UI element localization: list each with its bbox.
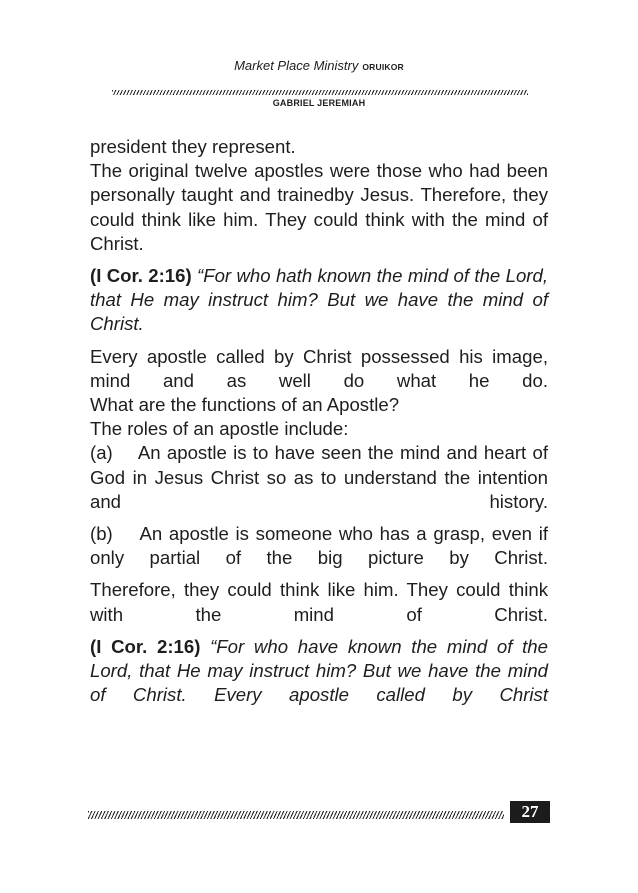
paragraph-every-apostle: Every apostle called by Christ possessed his image, mind and as well do what he do. <box>90 345 548 391</box>
paragraph-roles-intro: The roles of an apostle include: <box>90 418 349 440</box>
page-body <box>90 135 548 707</box>
scripture-quote-1 <box>90 264 548 337</box>
paragraph-functions-question: What are the functions of an Apostle? <box>90 394 400 416</box>
list-item-a-label: (a) <box>90 442 113 464</box>
book-title: Market Place Ministry <box>234 58 359 73</box>
author-name: GABRIEL JEREMIAH <box>272 98 366 108</box>
text-line-continuation: president they represent. <box>90 136 296 157</box>
list-item-b <box>90 522 548 570</box>
footer-hatch-rule <box>88 811 504 819</box>
scripture-quote-2 <box>90 635 548 708</box>
book-title-suffix: ORUIKOR <box>362 62 404 72</box>
scripture-text-1: “For who hath known the mind of the Lord, that He may instruct him? But we have the mind of Christ. <box>90 265 548 335</box>
list-item-b-label: (b) <box>90 523 113 545</box>
list-item-b-text: An apostle is someone who has a grasp, even if only partial of the big picture by Christ. <box>90 523 548 569</box>
running-header <box>0 58 638 73</box>
scripture-reference-1: (I Cor. 2:16) <box>90 265 192 287</box>
header-hatch-rule <box>112 90 528 95</box>
paragraph-therefore: Therefore, they could think like him. They could think with the mind of Christ. <box>90 579 548 625</box>
paragraph-apostles: The original twelve apostles were those who had been personally taught and trainedby Jesus. Therefore, they could think like him. They could think with the mind of Christ. <box>90 160 548 254</box>
page-number: 27 <box>510 801 550 823</box>
list-item-a <box>90 441 548 514</box>
scripture-text-2: “For who have known the mind of the Lord, that He may instruct him? But we have the mind of Christ. Every apostle called by Christ <box>90 635 548 706</box>
scripture-reference-2: (I Cor. 2:16) <box>90 635 201 657</box>
list-item-a-text: An apostle is to have seen the mind and heart of God in Jesus Christ so as to understand the intention and history. <box>90 442 548 512</box>
